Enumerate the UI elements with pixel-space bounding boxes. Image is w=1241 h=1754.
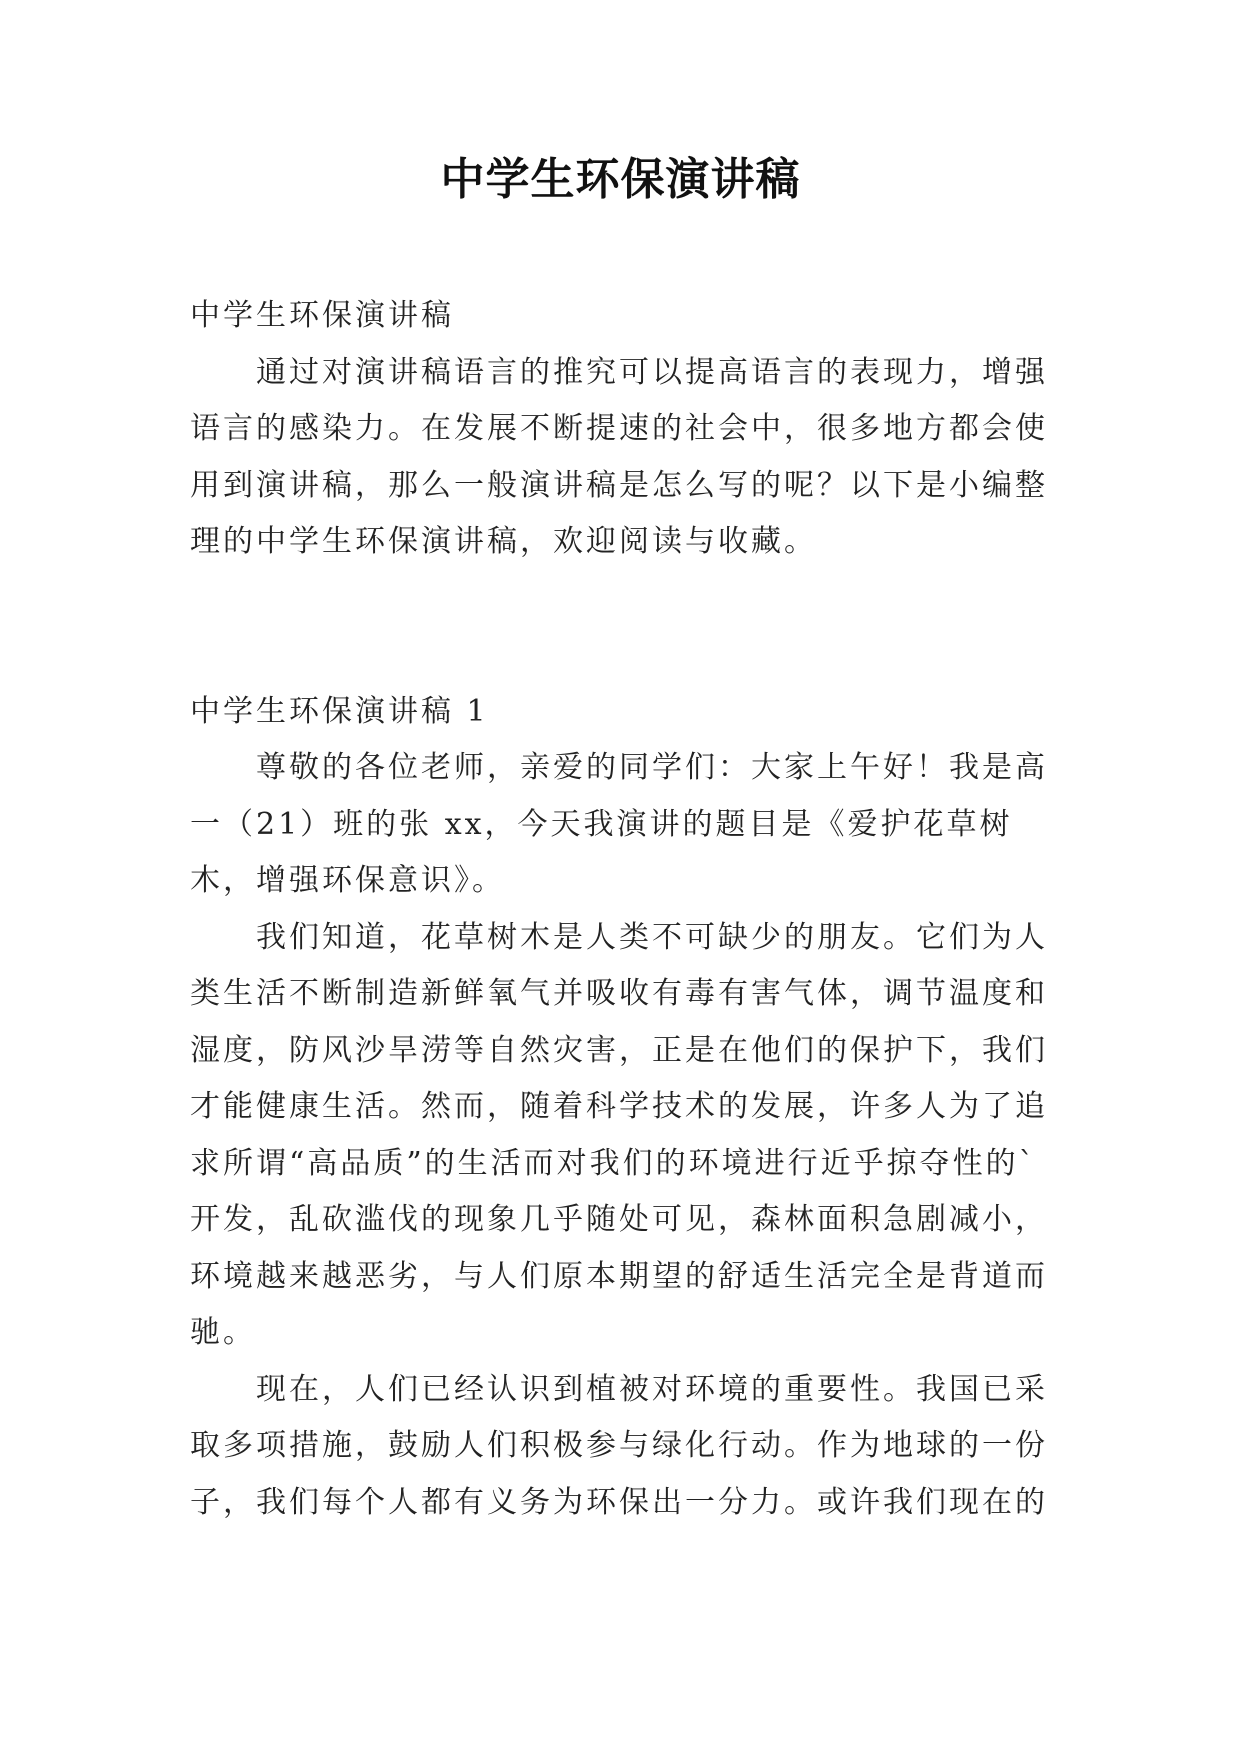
body-paragraph-2: 我们知道，花草树木是人类不可缺少的朋友。它们为人类生活不断制造新鲜氧气并吸收有毒有害气体，调节温度和湿度，防风沙旱涝等自然灾害，正是在他们的保护下，我们才能健康生活。然而，随着科学技术的发展，许多人为了追求所谓“高品质”的生活而对我们的环境进行近乎掠夺性的`开发，乱砍滥伐的现象几乎随处可见，森林面积急剧减小，环境越来越恶劣，与人们原本期望的舒适生活完全是背道而驰。	[190, 919, 1048, 1350]
intro-heading: 中学生环保演讲稿	[190, 298, 454, 333]
section-spacer	[190, 571, 1050, 684]
document-title: 中学生环保演讲稿	[440, 154, 801, 205]
section-heading-1: 中学生环保演讲稿 1	[190, 693, 489, 729]
body-paragraph-3: 现在，人们已经认识到植被对环境的重要性。我国已采取多项措施，鼓励人们积极参与绿化行动。作为地球的一份子，我们每个人都有义务为环保出一分力。或许我们现在的	[190, 1371, 1048, 1520]
intro-paragraph: 通过对演讲稿语言的推究可以提高语言的表现力，增强语言的感染力。在发展不断提速的社会中，很多地方都会使用到演讲稿，那么一般演讲稿是怎么写的呢？以下是小编整理的中学生环保演讲稿，欢迎阅读与收藏。	[190, 354, 1048, 559]
document-body	[190, 288, 1050, 1531]
body-paragraph-1: 尊敬的各位老师，亲爱的同学们：大家上午好！我是高一（21）班的张 xx，今天我演讲的题目是《爱护花草树木，增强环保意识》。	[190, 750, 1048, 898]
